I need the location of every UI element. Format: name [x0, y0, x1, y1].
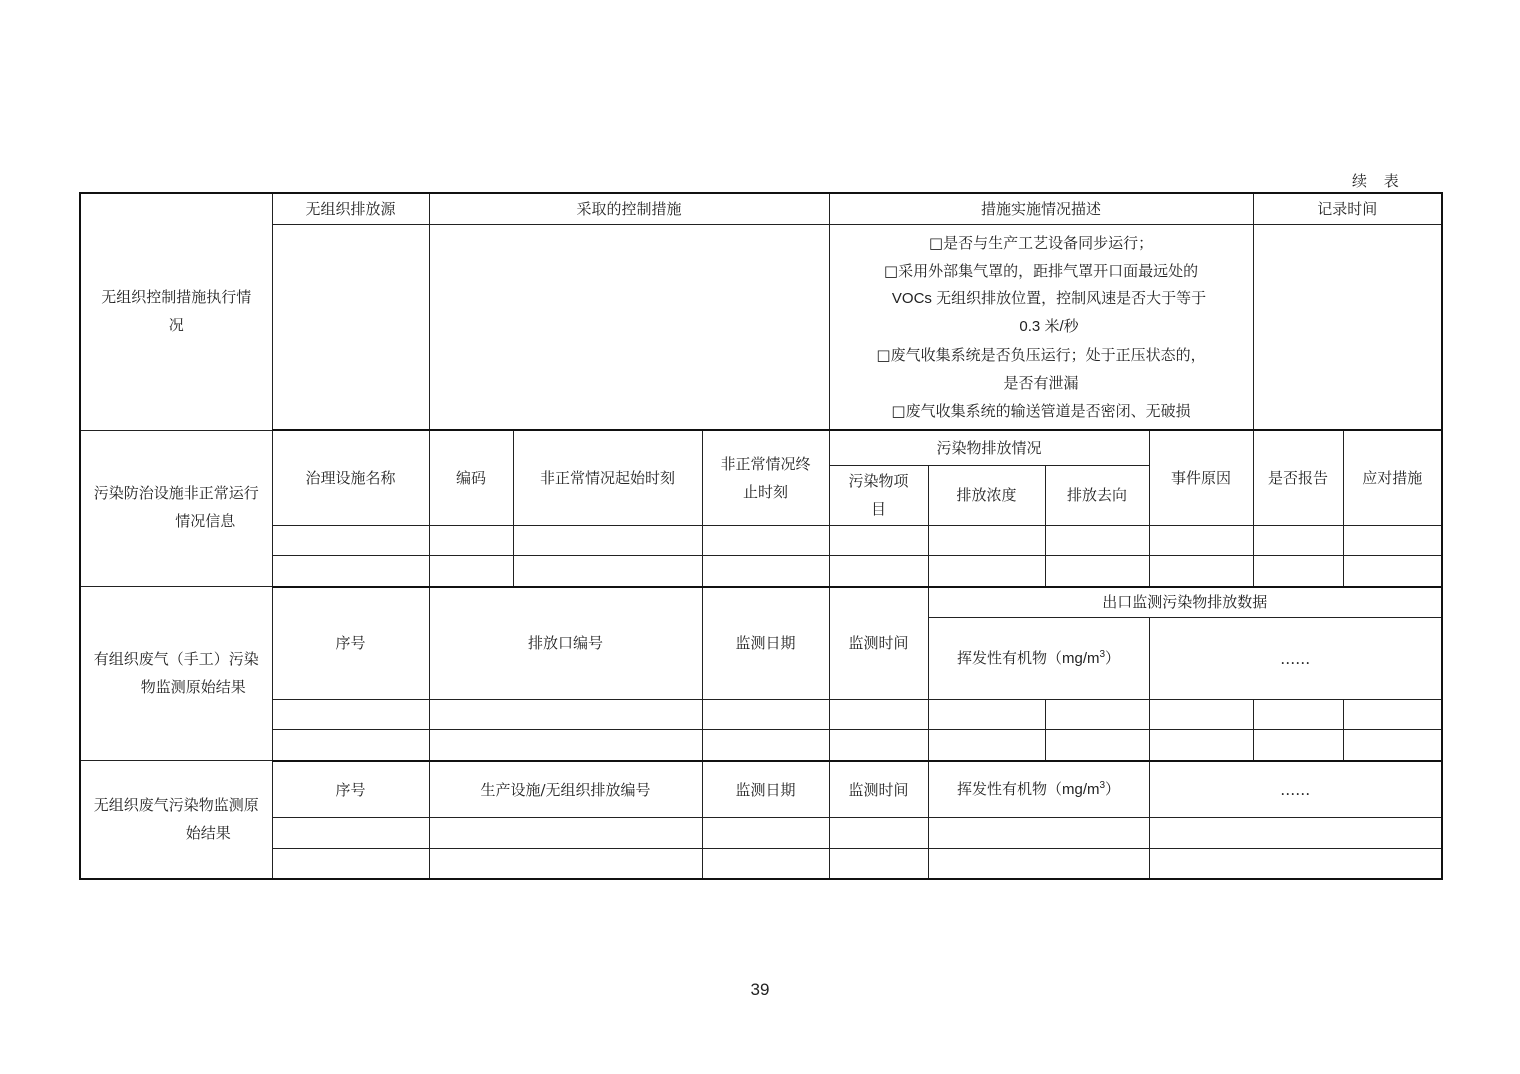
header-more: ……: [1149, 618, 1442, 700]
sec4-data-row: [80, 849, 1442, 879]
cell[interactable]: [702, 525, 829, 555]
header-control-measures: 采取的控制措施: [429, 193, 829, 224]
cell[interactable]: [928, 700, 1045, 730]
cell[interactable]: [272, 849, 429, 879]
cell[interactable]: [272, 525, 429, 555]
cell[interactable]: [272, 730, 429, 761]
header-outlet-data: 出口监测污染物排放数据: [928, 587, 1442, 618]
cell[interactable]: [272, 555, 429, 586]
header-response: 应对措施: [1343, 430, 1442, 525]
sec2-label: [80, 430, 272, 586]
cell[interactable]: [829, 849, 928, 879]
cell[interactable]: [829, 555, 928, 586]
header-code: 编码: [429, 430, 513, 525]
header-monitor-time: 监测时间: [829, 587, 928, 700]
cell[interactable]: [1045, 555, 1149, 586]
sec2-label-line2: 情况信息: [175, 513, 236, 531]
record-table: [79, 192, 1443, 880]
header-emission-status: 污染物排放情况: [829, 430, 1149, 465]
cell[interactable]: [702, 849, 829, 879]
cell[interactable]: [1045, 525, 1149, 555]
header-event-cause: 事件原因: [1149, 430, 1253, 525]
cell[interactable]: [1149, 730, 1253, 761]
cell[interactable]: [429, 525, 513, 555]
implementation-checklist: [829, 224, 1253, 430]
header-voc: 挥发性有机物$(mg/m^3)$: [928, 761, 1149, 818]
checklist-item-hood-cont1: VOCs 无组织排放位置，控制风速是否大于等于: [891, 289, 1207, 307]
cell[interactable]: [272, 700, 429, 730]
cell[interactable]: [1149, 555, 1253, 586]
sec1-label-line1: 无组织控制措施执行情: [101, 288, 252, 306]
header-pollutant-item-l1: 污染物项: [848, 472, 909, 491]
cell[interactable]: [1253, 730, 1343, 761]
header-end-time: [702, 430, 829, 525]
cell[interactable]: [1045, 730, 1149, 761]
cell[interactable]: [702, 730, 829, 761]
cell[interactable]: [1253, 555, 1343, 586]
cell[interactable]: [429, 849, 702, 879]
cell[interactable]: [829, 700, 928, 730]
header-start-time: 非正常情况起始时刻: [513, 430, 702, 525]
record-time-cell[interactable]: [1253, 224, 1442, 430]
sec1-label-line2: 况: [168, 316, 184, 334]
sec3-label: [80, 587, 272, 761]
checklist-item-negative-pressure[interactable]: □废气收集系统是否负压运行；处于正压状态的，: [876, 345, 1206, 364]
header-implementation-desc: 措施实施情况描述: [829, 193, 1253, 224]
checklist-item-hood-cont2: 0.3 米/秒: [1019, 317, 1079, 335]
cell[interactable]: [1149, 818, 1442, 849]
cell[interactable]: [928, 849, 1149, 879]
checklist-item-sync[interactable]: □是否与生产工艺设备同步运行；: [928, 233, 1154, 252]
page-number: 39: [750, 980, 770, 999]
header-outlet-no: 排放口编号: [429, 587, 702, 700]
cell[interactable]: [1253, 525, 1343, 555]
header-end-time-l2: 止时刻: [743, 483, 789, 502]
header-voc: 挥发性有机物$(mg/m^3)$: [928, 618, 1149, 700]
cell[interactable]: [702, 818, 829, 849]
cell[interactable]: [702, 700, 829, 730]
sec3-data-row: [80, 730, 1442, 761]
cell[interactable]: [829, 730, 928, 761]
cell[interactable]: [429, 730, 702, 761]
sec2-data-row: [80, 555, 1442, 586]
header-record-time: 记录时间: [1253, 193, 1442, 224]
header-pollutant-item: [829, 465, 928, 525]
cell[interactable]: [513, 555, 702, 586]
sec2-header-row1: [80, 430, 1442, 465]
cell[interactable]: [1343, 525, 1442, 555]
checklist-item-pipeline[interactable]: □废气收集系统的输送管道是否密闭、无破损: [891, 401, 1191, 420]
cell[interactable]: [1343, 730, 1442, 761]
sec4-label: [80, 761, 272, 879]
checklist-item-leak: 是否有泄漏: [1003, 373, 1079, 392]
header-destination: 排放去向: [1045, 465, 1149, 525]
sec4-label-line1: 无组织废气污染物监测原: [93, 796, 259, 814]
sec3-label-line1: 有组织废气（手工）污染: [93, 650, 259, 668]
header-more: ……: [1149, 761, 1442, 818]
cell[interactable]: [829, 818, 928, 849]
sec1-body-row: [80, 224, 1442, 430]
header-pollutant-item-l2: 目: [871, 500, 887, 519]
cell[interactable]: [928, 555, 1045, 586]
header-monitor-date: 监测日期: [702, 587, 829, 700]
cell[interactable]: [702, 555, 829, 586]
cell[interactable]: [829, 525, 928, 555]
cell[interactable]: [1045, 700, 1149, 730]
header-end-time-l1: 非正常情况终: [720, 455, 811, 474]
cell[interactable]: [1149, 525, 1253, 555]
cell[interactable]: [513, 525, 702, 555]
cell[interactable]: [1253, 700, 1343, 730]
cell[interactable]: [429, 555, 513, 586]
header-monitor-date: 监测日期: [702, 761, 829, 818]
cell[interactable]: [1149, 700, 1253, 730]
sec1-header-row: [80, 193, 1442, 224]
sec3-label-line2: 物监测原始结果: [140, 678, 246, 696]
cell[interactable]: [1343, 555, 1442, 586]
sec3-header-row1: [80, 587, 1442, 618]
sec4-header-row: [80, 761, 1442, 818]
header-monitor-time: 监测时间: [829, 761, 928, 818]
continued-table-label: 续 表: [1352, 172, 1405, 190]
sec3-data-row: [80, 700, 1442, 730]
sec2-data-row: [80, 525, 1442, 555]
header-reported: 是否报告: [1253, 430, 1343, 525]
cell[interactable]: [429, 700, 702, 730]
sec2-label-line1: 污染防治设施非正常运行: [93, 485, 259, 503]
header-concentration: 排放浓度: [928, 465, 1045, 525]
sec4-label-line2: 始结果: [185, 824, 231, 842]
sec1-label: [80, 193, 272, 430]
cell[interactable]: [429, 818, 702, 849]
header-seq: 序号: [272, 761, 429, 818]
cell[interactable]: [272, 818, 429, 849]
cell[interactable]: [928, 525, 1045, 555]
header-seq: 序号: [272, 587, 429, 700]
checklist-item-hood[interactable]: □采用外部集气罩的，距排气罩开口面最远处的: [883, 261, 1199, 280]
header-emission-source: 无组织排放源: [272, 193, 429, 224]
sec4-data-row: [80, 818, 1442, 849]
cell[interactable]: [928, 730, 1045, 761]
cell[interactable]: [1343, 700, 1442, 730]
header-facility-no: 生产设施/无组织排放编号: [429, 761, 702, 818]
header-facility-name: 治理设施名称: [272, 430, 429, 525]
cell[interactable]: [928, 818, 1149, 849]
control-measures-cell[interactable]: [429, 224, 829, 430]
emission-source-cell[interactable]: [272, 224, 429, 430]
cell[interactable]: [1149, 849, 1442, 879]
